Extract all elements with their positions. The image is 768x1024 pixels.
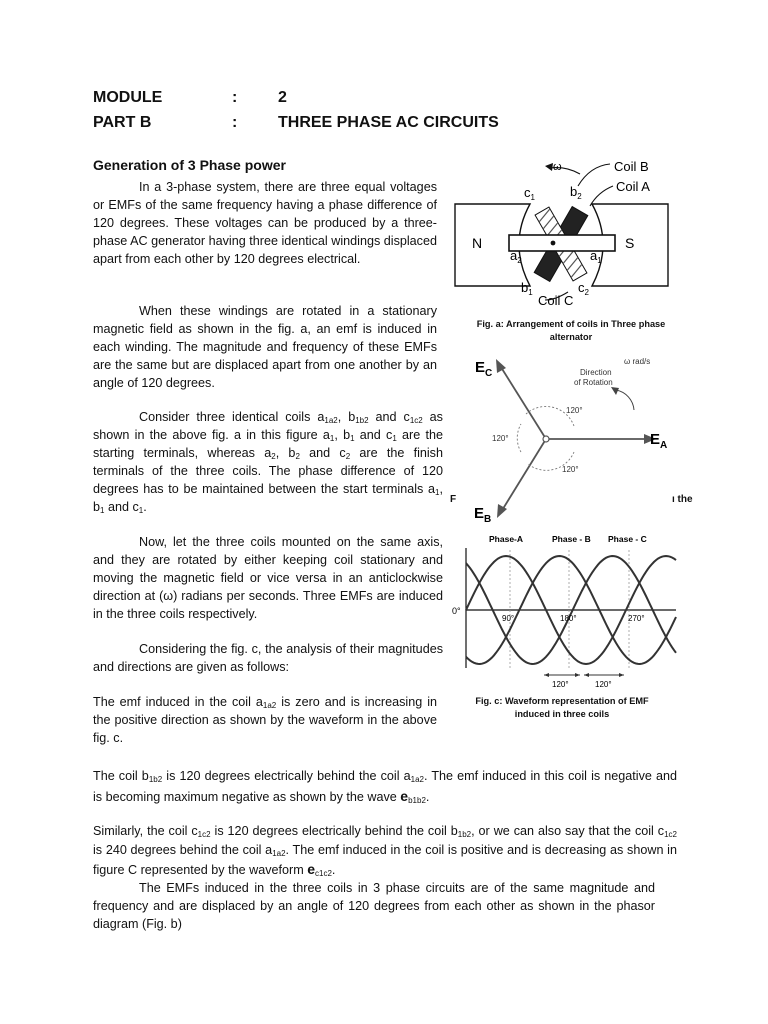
fig-a-label-b1: $b_1$: [521, 280, 533, 297]
phasor-label-ec: $E_C$: [475, 359, 493, 379]
fig-b-direction: Direction: [580, 368, 612, 377]
fig-c-phase-a-label: Phase-A: [489, 534, 524, 544]
part-separator: :: [232, 114, 238, 131]
fig-b-caption-fragment-right: ı the: [672, 494, 693, 505]
fig-a-coil-c-label: Coil C: [538, 293, 574, 308]
fig-c-phase-c-label: Phase - C: [608, 534, 647, 544]
section-title: Generation of 3 Phase power: [93, 157, 286, 173]
fig-c-tick-90: 90°: [502, 614, 515, 623]
fig-b-angle-left: 120°: [492, 434, 509, 443]
figure-c-waveforms: [450, 530, 690, 690]
fig-a-coil-a-label: Coil A: [616, 179, 650, 194]
fig-a-label-b2: $b_2$: [570, 184, 582, 201]
paragraph-3: Consider three identical coils $a_{1a2}$, $b_{1b2}$ and $c_{1c2}$ as shown in the above fig. a in this figure $a_1$, $b_1$ and $c_1$ are the starting terminals, whereas $a_2$, $b_2$ and $c_2$ are the finish terminals of the three coils. The phase difference of 120 degrees has to be maintained between the start terminals $a_1$, $b_1$ and $c_1$.: [93, 410, 443, 515]
paragraph-7: The coil $b_{1b2}$ is 120 degrees electrically behind the coil $a_{1a2}$. The emf induced in this coil is negative and is becoming maximum negative as shown by the wave $e_{b1b2}$.: [93, 769, 677, 805]
fig-b-of-rotation: of Rotation: [574, 378, 613, 387]
rotor-axis: [551, 241, 556, 246]
fig-c-tick-0: 0°: [452, 606, 461, 616]
module-number: 2: [278, 89, 287, 106]
phasor-label-eb: $E_B$: [474, 505, 492, 525]
fig-c-tick-270: 270°: [628, 614, 645, 623]
fig-b-omega-rads: ω rad/s: [624, 357, 651, 366]
paragraph-1: In a 3-phase system, there are three equal voltages or EMFs of the same frequency having a phase difference of 120 degrees. These voltages can be produced by a three-phase AC generator having three identical windings displaced apart from each other by 120 degrees electrical.: [93, 180, 437, 266]
fig-c-span-1: 120°: [552, 680, 569, 689]
module-label: MODULE: [93, 89, 163, 106]
figure-a-caption: Fig. a: Arrangement of coils in Three phase alternator: [476, 319, 666, 342]
fig-a-label-a2: $a_2$: [510, 248, 522, 265]
paragraph-4: Now, let the three coils mounted on the same axis, and they are rotated by either keeping coil stationary and moving the magnetic field or vice versa in an anticlockwise direction at (ω) radians per seconds. Three EMFs are induced in the three coils respectively.: [93, 535, 443, 621]
fig-a-coil-b-label: Coil B: [614, 159, 649, 174]
fig-b-angle-bottom: 120°: [562, 465, 579, 474]
fig-a-label-c1: $c_1$: [524, 185, 535, 202]
fig-a-omega: ω: [553, 161, 562, 173]
fig-a-label-c2: $c_2$: [578, 280, 589, 297]
fig-b-caption-fragment-left: F: [450, 494, 457, 505]
paragraph-5: Considering the fig. c, the analysis of their magnitudes and directions are given as follows:: [93, 642, 443, 674]
part-label: PART B: [93, 114, 152, 131]
phasor-label-ea: $E_A$: [650, 431, 668, 451]
paragraph-8: Similarly, the coil $c_{1c2}$ is 120 degrees electrically behind the coil $b_{1b2}$, or we can also say that the coil $c_{1c2}$ is 240 degrees behind the coil $a_{1a2}$. The emf induced in the coil is positive and is decreasing as shown in figure C represented by the waveform $e_{c1c2}$.: [93, 824, 678, 878]
figure-b-phasor-diagram: [446, 352, 696, 532]
fig-a-north: N: [472, 235, 483, 251]
coil-c-bar: [509, 235, 615, 251]
figure-c-caption: Fig. c: Waveform representation of EMF induced in three coils: [475, 696, 649, 719]
paragraph-6: The emf induced in the coil $a_{1a2}$ is zero and is increasing in the positive direction as shown by the waveform in the above fig. c.: [93, 695, 437, 745]
fig-c-phase-b-label: Phase - B: [552, 534, 591, 544]
paragraph-9: The EMFs induced in the three coils in 3 phase circuits are of the same magnitude and frequency and are displaced by an angle of 120 degrees from each other as shown in the phasor diagram (Fig. b): [93, 881, 655, 931]
fig-c-span-2: 120°: [595, 680, 612, 689]
paragraph-2: When these windings are rotated in a stationary magnetic field as shown in the fig. a, an emf is induced in each winding. The magnitude and frequency of these EMFs are the same but are displaced apart from one another by an angle of 120 degrees.: [93, 304, 437, 390]
part-title: THREE PHASE AC CIRCUITS: [278, 114, 499, 131]
figure-a-coil-arrangement: [450, 152, 680, 312]
module-separator: :: [232, 89, 238, 106]
fig-b-angle-top: 120°: [566, 406, 583, 415]
fig-c-tick-180: 180°: [560, 614, 577, 623]
fig-a-label-a1: $a_1$: [590, 248, 602, 265]
fig-a-south: S: [625, 235, 635, 251]
